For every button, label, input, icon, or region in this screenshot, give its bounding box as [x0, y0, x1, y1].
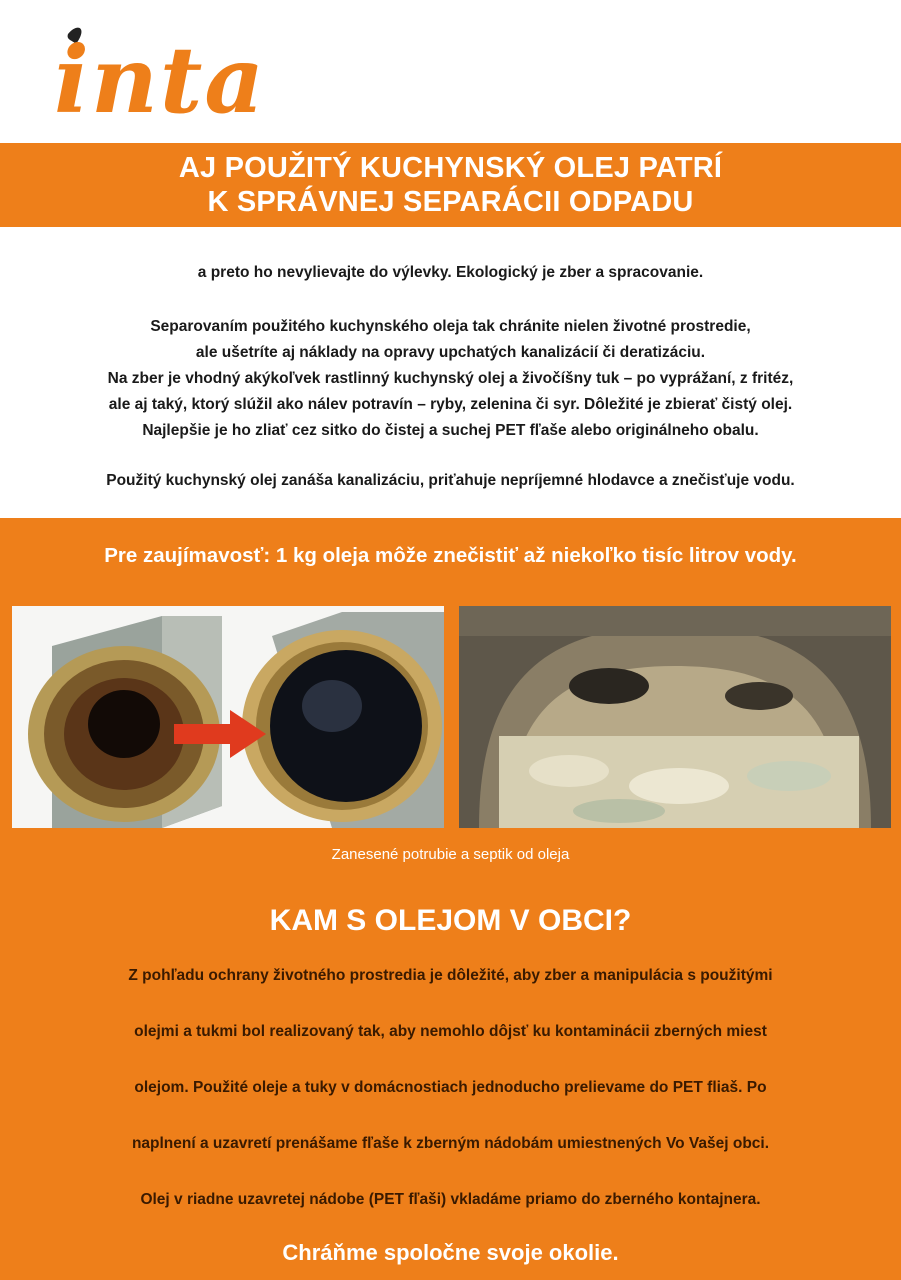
section-body-line: Olej v riadne uzavretej nádobe (PET fľaši) vkladáme priamo do zberného kontajnera.	[140, 1191, 761, 1208]
intro-paragraph-line: Separovaním použitého kuchynského oleja tak chránite nielen životné prostredie,	[150, 318, 751, 335]
intro-section	[0, 228, 901, 518]
headline-line-1: AJ POUŽITÝ KUCHYNSKÝ OLEJ PATRÍ	[178, 152, 723, 184]
closing-slogan: Chráňme spoločne svoje okolie.	[282, 1240, 619, 1265]
section-body-line: olejom. Použité oleje a tuky v domácnostiach jednoducho prelievame do PET fliaš. Po	[134, 1079, 767, 1096]
septic-tank-photo	[459, 606, 891, 828]
section-body	[0, 965, 901, 1245]
section-heading: KAM S OLEJOM V OBCI?	[269, 904, 632, 937]
intro-paragraph-line: ale aj taký, ktorý slúžil ako nálev potravín – ryby, zelenina či syr. Dôležité je zbierať čistý olej.	[108, 396, 793, 413]
section-body-line: naplnení a uzavretí prenášame fľaše k zberným nádobám umiestnených Vo Vašej obci.	[131, 1135, 770, 1152]
headline-banner	[0, 143, 901, 227]
intro-paragraph	[0, 314, 901, 444]
photo-caption: Zanesené potrubie a septik od oleja	[331, 846, 570, 863]
intro-first-line: a preto ho nevylievajte do výlevky. Ekologický je zber a spracovanie.	[197, 264, 704, 281]
section-body-line: Z pohľadu ochrany životného prostredia je dôležité, aby zber a manipulácia s použitými	[128, 967, 773, 984]
intro-paragraph-line: ale ušetríte aj náklady na opravy upchatých kanalizácií či deratizáciu.	[195, 344, 706, 361]
clogged-pipes-photo	[12, 606, 444, 828]
fact-line: Pre zaujímavosť: 1 kg oleja môže znečistiť až niekoľko tisíc litrov vody.	[104, 544, 797, 567]
inta-logo	[48, 14, 288, 132]
section-body-line: olejmi a tukmi bol realizovaný tak, aby nemohlo dôjsť ku kontaminácii zberných miest	[134, 1023, 767, 1040]
headline-line-2: K SPRÁVNEJ SEPARÁCII ODPADU	[207, 186, 694, 218]
intro-paragraph-line: Najlepšie je ho zliať cez sitko do čistej a suchej PET fľaše alebo originálneho obalu.	[142, 422, 759, 439]
intro-paragraph-line: Na zber je vhodný akýkoľvek rastlinný kuchynský olej a živočíšny tuk – po vyprážaní, z fritéz,	[107, 370, 794, 387]
intro-last-line: Použitý kuchynský olej zanáša kanalizáciu, priťahuje nepríjemné hlodavce a znečisťuje vodu.	[106, 472, 795, 489]
info-panel	[0, 518, 901, 1280]
logo-wordmark: inta	[54, 26, 266, 132]
